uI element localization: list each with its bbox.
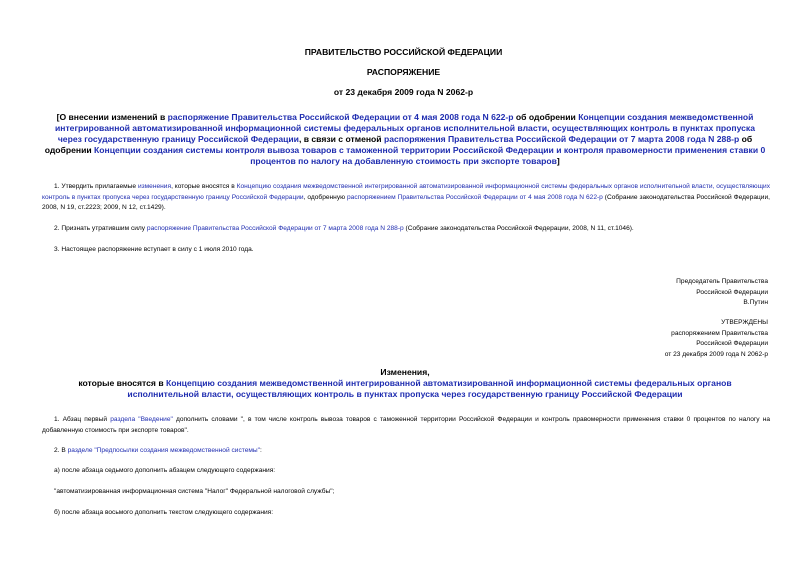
- signature-line: Председатель Правительства: [676, 278, 768, 285]
- paragraph-text: (Собрание законодательства Российской Федерации, 2008, N 19, ст.2223; 2009, N 12, ст.1429).: [42, 193, 770, 212]
- government-heading: ПРАВИТЕЛЬСТВО РОССИЙСКОЙ ФЕДЕРАЦИИ: [304, 47, 503, 57]
- item-text: 2. В: [54, 447, 68, 454]
- paragraph-text: 2. Признать утратившим силу: [54, 225, 147, 232]
- approval-block: [560, 318, 768, 360]
- item-2: [42, 446, 770, 457]
- changes-concept-link[interactable]: Концепцию создания межведомственной интегрированной автоматизированной информационной системы федеральных органов исполнительной власти, осуществляющих контроль в пунктах пропуска через государственную границу Российской Федерации: [127, 378, 732, 399]
- title-text: об одобрении: [44, 134, 753, 155]
- paragraph-3: 3. Настоящее распоряжение вступает в силу с 1 июля 2010 года.: [54, 246, 254, 253]
- paragraph-text: , одобренную: [303, 193, 347, 201]
- changes-heading: [60, 367, 750, 400]
- approval-line: распоряжением Правительства: [671, 329, 768, 337]
- paragraph-2: [42, 224, 770, 235]
- item-2b: б) после абзаца восьмого дополнить текстом следующего содержания:: [54, 509, 274, 516]
- signature-block: [560, 277, 768, 309]
- title-text: ]: [556, 156, 560, 166]
- link-section-prerequisites[interactable]: разделе "Предпосылки создания межведомственной системы": [67, 447, 260, 454]
- paragraph-1: [42, 182, 770, 214]
- signature-line: Российской Федерации: [696, 288, 768, 296]
- title-link-concept[interactable]: Концепции создания межведомственной интегрированной автоматизированной информационной системы федеральных органов исполнительной власти, осуществляющих контроль в пунктах пропуска через государственную границу Российской Федерации: [54, 112, 756, 144]
- title-text: об одобрении: [513, 112, 579, 122]
- title-link-288[interactable]: распоряжения Правительства Российской Федерации от 7 марта 2008 года N 288-р: [383, 134, 740, 144]
- title-text: [О внесении изменений в: [56, 112, 168, 122]
- item-1: [42, 415, 770, 436]
- document-date: от 23 декабря 2009 года N 2062-р: [333, 87, 474, 97]
- paragraph-text: 1. Утвердить прилагаемые: [54, 183, 138, 190]
- item-text: 1. Абзац первый: [54, 416, 111, 423]
- document-type-heading: РАСПОРЯЖЕНИЕ: [366, 67, 441, 77]
- link-order-622[interactable]: распоряжением Правительства Российской Федерации от 4 мая 2008 года N 622-р: [347, 193, 603, 201]
- title-link-export-concept[interactable]: Концепции создания системы контроля вывоза товаров с таможенной территории Российской Федерации и контроля правомерности применения ставки 0 процентов по налогу на добавленную стоимость при экспорте товаров: [94, 145, 766, 166]
- approval-line: от 23 декабря 2009 года N 2062-р: [664, 350, 768, 358]
- item-text: дополнить словами ", в том числе контроль вывоза товаров с таможенной территории Российской Федерации и контроль правомерности применения ставки 0 процентов по налогу на добавленную стоимость при экспорте товаров".: [42, 416, 771, 434]
- approval-line: Российской Федерации: [696, 340, 768, 348]
- signature-name: В.Путин: [743, 299, 768, 307]
- document-title: [42, 112, 768, 167]
- link-order-288[interactable]: распоряжение Правительства Российской Федерации от 7 марта 2008 года N 288-р: [146, 225, 404, 232]
- approval-line: УТВЕРЖДЕНЫ: [721, 319, 768, 326]
- changes-subtitle-text: которые вносятся в: [78, 378, 166, 388]
- item-2a: а) после абзаца седьмого дополнить абзацем следующего содержания:: [54, 467, 276, 474]
- link-changes[interactable]: изменения: [137, 183, 172, 190]
- changes-subtitle: [60, 378, 750, 400]
- item-2a-text: "автоматизированная информационная система "Налог" Федеральной налоговой службы";: [54, 488, 335, 495]
- item-text: :: [259, 447, 262, 454]
- link-section-intro[interactable]: раздела "Введение": [110, 416, 173, 423]
- title-text: , в связи с отменой: [298, 134, 384, 144]
- link-concept[interactable]: Концепцию создания межведомственной интегрированной автоматизированной информационной системы федеральных органов исполнительной власти, осуществляющих контроль в пунктах пропуска через государственную границу Российской Федерации: [42, 183, 770, 201]
- changes-title: Изменения,: [380, 367, 430, 377]
- paragraph-text: , которые вносятся в: [171, 183, 237, 190]
- title-link-622[interactable]: распоряжение Правительства Российской Федерации от 4 мая 2008 года N 622-р: [167, 112, 514, 122]
- paragraph-text: (Собрание законодательства Российской Федерации, 2008, N 11, ст.1046).: [403, 225, 634, 232]
